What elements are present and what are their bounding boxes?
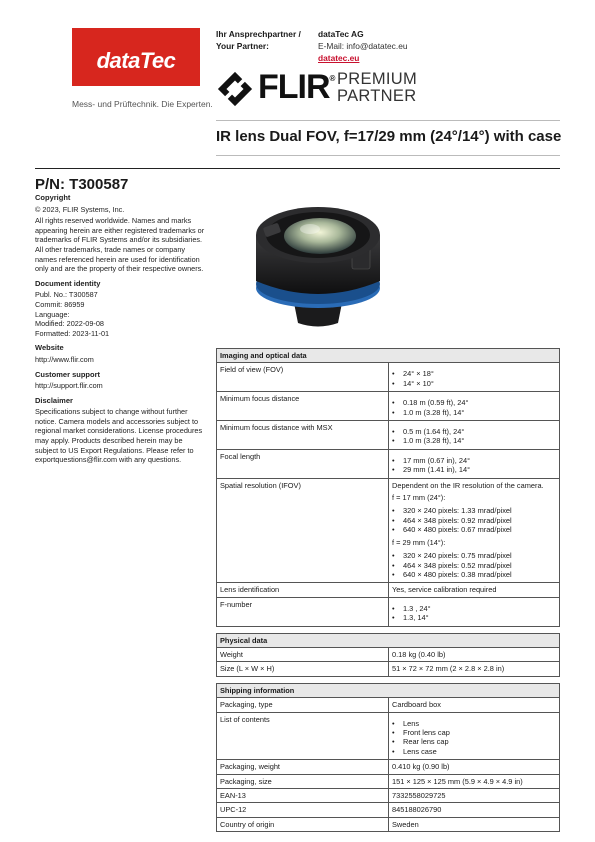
ean-label: EAN-13 [217, 789, 389, 803]
table-row [217, 774, 560, 788]
list-item: • 1.3 , 24° [392, 604, 556, 613]
list-item: • 14° × 10° [392, 379, 556, 388]
doc-publ-no: Publ. No.: T300587 [35, 290, 98, 300]
table-row [217, 760, 560, 774]
table-row [217, 712, 560, 760]
resolution-f29-heading: f = 29 mm (14°): [392, 537, 446, 547]
spatial-resolution-label: Spatial resolution (IFOV) [217, 478, 389, 583]
flir-logo-wordmark [258, 68, 334, 107]
f-number-label: F-number [217, 597, 389, 626]
packaging-weight-value: 0.410 kg (0.90 lb) [389, 760, 560, 774]
upc-value: 845188026790 [389, 803, 560, 817]
list-item: • 464 × 348 pixels: 0.52 mrad/pixel [392, 561, 556, 570]
list-item: • 0.5 m (1.64 ft), 24° [392, 427, 556, 436]
list-item: • 320 × 240 pixels: 0.75 mrad/pixel [392, 551, 556, 560]
focal-length-value [389, 449, 560, 478]
list-item: • 0.18 m (0.59 ft), 24° [392, 398, 556, 407]
flir-trademark: ® [329, 74, 335, 83]
physical-heading: Physical data [217, 633, 560, 647]
lens-product-image [240, 195, 395, 330]
packaging-size-label: Packaging, size [217, 774, 389, 788]
section-header-shipping [217, 683, 560, 697]
table-row [217, 392, 560, 421]
document-identity-heading: Document identity [35, 278, 101, 288]
list-item: • Front lens cap [392, 728, 556, 737]
datatec-logo [72, 28, 200, 86]
table-row [217, 597, 560, 626]
list-item: • 640 × 480 pixels: 0.67 mrad/pixel [392, 525, 556, 534]
weight-value: 0.18 kg (0.40 lb) [389, 647, 560, 661]
disclaimer-text: Specifications subject to change without further notice. Camera models and accessories subject to regional market considerations. License procedures may apply. Products described herein may be subject to US Export Regulations. Please refer to exportquestions@flir.com with any questions. [35, 407, 203, 465]
contact-company: dataTec AG [318, 29, 364, 39]
list-item: • 1.3, 14° [392, 613, 556, 622]
sidebar [35, 193, 205, 465]
list-item: • 17 mm (0.67 in), 24° [392, 456, 556, 465]
contact-email[interactable]: E-Mail: info@datatec.eu [318, 41, 408, 52]
weight-label: Weight [217, 647, 389, 661]
customer-support-link[interactable]: http://support.flir.com [35, 381, 103, 391]
list-item: • 1.0 m (3.28 ft), 14° [392, 436, 556, 445]
country-label: Country of origin [217, 817, 389, 831]
table-row [217, 662, 560, 676]
premium-partner-badge [337, 71, 417, 105]
min-focus-msx-value [389, 421, 560, 450]
size-value: 51 × 72 × 72 mm (2 × 2.8 × 2.8 in) [389, 662, 560, 676]
datatec-tagline: Mess- und Prüftechnik. Die Experten. [72, 99, 213, 109]
header-divider [216, 120, 560, 121]
contact-label-de: Ihr Ansprechpartner / [216, 29, 301, 39]
section-header-physical [217, 633, 560, 647]
min-focus-value [389, 392, 560, 421]
list-item: • Rear lens cap [392, 737, 556, 746]
document-identity [35, 290, 205, 338]
list-item: • 29 mm (1.41 in), 14° [392, 465, 556, 474]
size-label: Size (L × W × H) [217, 662, 389, 676]
copyright-line: © 2023, FLIR Systems, Inc. [35, 204, 125, 214]
list-item: • Lens [392, 719, 556, 728]
section-header-imaging [217, 349, 560, 363]
table-row [217, 363, 560, 392]
shipping-heading: Shipping information [217, 683, 560, 697]
f-number-value [389, 597, 560, 626]
flir-logo-text: FLIR [258, 68, 330, 106]
document-title: IR lens Dual FOV, f=17/29 mm (24°/14°) with case [216, 128, 562, 145]
table-row [217, 478, 560, 583]
contact-details [318, 28, 408, 65]
datatec-logo-wordmark: dataTec [96, 48, 176, 73]
doc-commit: Commit: 86959 [35, 299, 85, 309]
contents-label: List of contents [217, 712, 389, 760]
disclaimer-heading: Disclaimer [35, 395, 73, 405]
section-divider [35, 168, 560, 169]
lens-identification-label: Lens identification [217, 583, 389, 597]
list-item: • 24° × 18° [392, 369, 556, 378]
copyright-heading: Copyright [35, 193, 71, 202]
specifications-table [216, 348, 560, 832]
fov-label: Field of view (FOV) [217, 363, 389, 392]
table-row [217, 817, 560, 831]
table-row [217, 647, 560, 661]
table-row [217, 803, 560, 817]
packaging-type-label: Packaging, type [217, 698, 389, 712]
part-number: P/N: T300587 [35, 176, 129, 193]
partner-label: PARTNER [337, 87, 417, 105]
packaging-size-value: 151 × 125 × 125 mm (5.9 × 4.9 × 4.9 in) [389, 774, 560, 788]
doc-language: Language: [35, 309, 70, 319]
imaging-heading: Imaging and optical data [217, 349, 560, 363]
customer-support-heading: Customer support [35, 369, 101, 379]
doc-formatted: Formatted: 2023-11-01 [35, 328, 110, 338]
website-link[interactable]: http://www.flir.com [35, 354, 94, 364]
table-row [217, 421, 560, 450]
list-item: • 320 × 240 pixels: 1.33 mrad/pixel [392, 506, 556, 515]
min-focus-msx-label: Minimum focus distance with MSX [217, 421, 389, 450]
resolution-intro: Dependent on the IR resolution of the camera. [392, 480, 544, 490]
flir-diamond-icon [216, 70, 254, 108]
upc-label: UPC-12 [217, 803, 389, 817]
min-focus-label: Minimum focus distance [217, 392, 389, 421]
premium-label: PREMIUM [337, 70, 418, 88]
list-item: • Lens case [392, 747, 556, 756]
table-gap [217, 626, 560, 633]
ean-value: 7332558029725 [389, 789, 560, 803]
resolution-f17-heading: f = 17 mm (24°): [392, 493, 446, 503]
table-row [217, 583, 560, 597]
lens-identification-value: Yes, service calibration required [389, 583, 560, 597]
table-row [217, 449, 560, 478]
country-value: Sweden [389, 817, 560, 831]
spatial-resolution-value [389, 478, 560, 583]
contact-label-en: Your Partner: [216, 41, 269, 52]
list-item: • 640 × 480 pixels: 0.38 mrad/pixel [392, 570, 556, 579]
list-item: • 1.0 m (3.28 ft), 14° [392, 408, 556, 417]
table-gap [217, 676, 560, 683]
website-heading: Website [35, 343, 64, 353]
fov-value [389, 363, 560, 392]
contact-website-link[interactable]: datatec.eu [318, 53, 360, 64]
list-item: • 464 × 348 pixels: 0.92 mrad/pixel [392, 516, 556, 525]
contents-value [389, 712, 560, 760]
packaging-type-value: Cardboard box [389, 698, 560, 712]
doc-modified: Modified: 2022-09-08 [35, 319, 104, 329]
title-divider [216, 155, 560, 156]
copyright-text: All rights reserved worldwide. Names and marks appearing herein are either registered trademarks or trademarks of FLIR Systems and/or its subsidiaries. All other trademarks, trade names or company names referenced herein are used for identification only and are the property of their respective owners. [35, 216, 205, 274]
packaging-weight-label: Packaging, weight [217, 760, 389, 774]
table-row [217, 698, 560, 712]
table-row [217, 789, 560, 803]
focal-length-label: Focal length [217, 449, 389, 478]
contact-labels [216, 28, 301, 52]
